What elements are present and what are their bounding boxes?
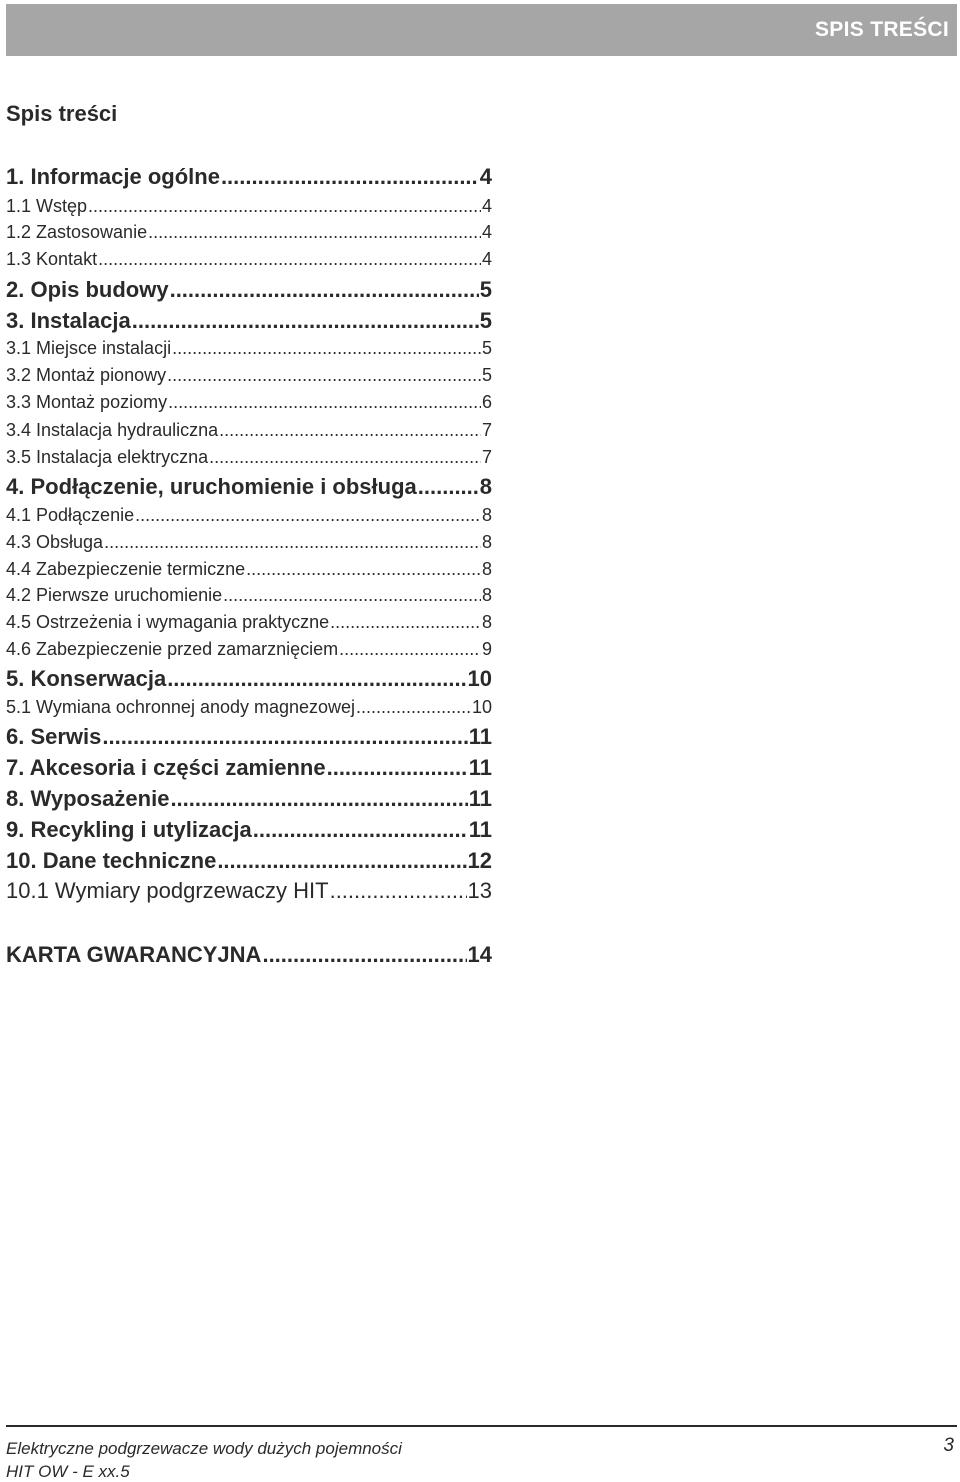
toc-entry-label: 1.3 Kontakt bbox=[6, 249, 98, 269]
toc-leader-dots bbox=[339, 639, 481, 660]
toc-leader-dots bbox=[330, 612, 481, 633]
toc-entry[interactable] bbox=[6, 392, 492, 413]
toc-entry[interactable] bbox=[6, 817, 492, 843]
toc-entry[interactable] bbox=[6, 612, 492, 633]
toc-entry-label: 4.6 Zabezpieczenie przed zamarznięciem bbox=[6, 639, 339, 659]
toc-leader-dots bbox=[148, 222, 481, 243]
toc-leader-dots bbox=[135, 505, 481, 526]
toc-entry-label: KARTA GWARANCYJNA bbox=[6, 942, 262, 967]
toc-entry[interactable] bbox=[6, 878, 492, 904]
toc-entry-label: 3. Instalacja bbox=[6, 308, 131, 333]
page-number: 3 bbox=[943, 1435, 954, 1456]
toc-entry-page: 6 bbox=[481, 392, 492, 412]
toc-entry-page: 7 bbox=[481, 447, 492, 467]
toc-leader-dots bbox=[262, 942, 466, 968]
footer-document-title: Elektryczne podgrzewacze wody dużych pojemności bbox=[6, 1439, 402, 1458]
toc-entry[interactable] bbox=[6, 338, 492, 359]
toc-leader-dots bbox=[170, 277, 479, 303]
toc-entry-page: 11 bbox=[468, 724, 492, 749]
toc-entry-label: 4.2 Pierwsze uruchomienie bbox=[6, 585, 223, 605]
toc-entry[interactable] bbox=[6, 755, 492, 781]
toc-entry[interactable] bbox=[6, 249, 492, 270]
toc-entry-label: 3.5 Instalacja elektryczna bbox=[6, 447, 209, 467]
toc-entry[interactable] bbox=[6, 585, 492, 606]
toc-entry-page: 13 bbox=[467, 878, 492, 903]
toc-entry-page: 8 bbox=[481, 612, 492, 632]
toc-entry-page: 4 bbox=[481, 196, 492, 216]
toc-entry-label: 7. Akcesoria i części zamienne bbox=[6, 755, 326, 780]
toc-entry[interactable] bbox=[6, 447, 492, 468]
toc-entry-label: 3.1 Miejsce instalacji bbox=[6, 338, 172, 358]
toc-leader-dots bbox=[219, 420, 481, 441]
toc-entry-page: 11 bbox=[468, 786, 492, 811]
toc-entry[interactable] bbox=[6, 277, 492, 303]
page-title: Spis treści bbox=[6, 101, 118, 126]
toc-entry-label: 5.1 Wymiana ochronnej anody magnezowej bbox=[6, 697, 356, 717]
footer-divider bbox=[6, 1425, 957, 1427]
toc-entry-label: 6. Serwis bbox=[6, 724, 102, 749]
toc-entry-page: 5 bbox=[481, 338, 492, 358]
toc-entry-label: 2. Opis budowy bbox=[6, 277, 169, 302]
toc-entry-label: 4.3 Obsługa bbox=[6, 532, 104, 552]
toc-leader-dots bbox=[327, 755, 468, 781]
toc-leader-dots bbox=[330, 878, 467, 904]
toc-leader-dots bbox=[167, 666, 466, 692]
toc-leader-dots bbox=[209, 447, 481, 468]
toc-entry[interactable] bbox=[6, 164, 492, 190]
toc-entry-page: 4 bbox=[479, 164, 492, 189]
toc-entry-label: 4.1 Podłączenie bbox=[6, 505, 135, 525]
toc-entry[interactable] bbox=[6, 222, 492, 243]
toc-entry-label: 1. Informacje ogólne bbox=[6, 164, 220, 189]
toc-entry-page: 8 bbox=[479, 474, 492, 499]
toc-entry-label: 4. Podłączenie, uruchomienie i obsługa bbox=[6, 474, 417, 499]
toc-leader-dots bbox=[418, 474, 479, 500]
toc-entry-page: 10 bbox=[471, 697, 492, 717]
toc-entry-label: 9. Recykling i utylizacja bbox=[6, 817, 252, 842]
toc-entry-label: 10.1 Wymiary podgrzewaczy HIT bbox=[6, 878, 329, 903]
toc-leader-dots bbox=[253, 817, 468, 843]
toc-leader-dots bbox=[167, 365, 481, 386]
toc-entry[interactable] bbox=[6, 724, 492, 750]
toc-entry-page: 5 bbox=[479, 308, 492, 333]
toc-leader-dots bbox=[217, 848, 466, 874]
toc-entry-page: 5 bbox=[481, 365, 492, 385]
toc-entry-label: 3.3 Montaż poziomy bbox=[6, 392, 168, 412]
toc-leader-dots bbox=[104, 532, 481, 553]
toc-entry[interactable] bbox=[6, 666, 492, 692]
toc-entry-label: 1.2 Zastosowanie bbox=[6, 222, 148, 242]
toc-leader-dots bbox=[132, 308, 479, 334]
toc-entry-page: 9 bbox=[481, 639, 492, 659]
toc-entry[interactable] bbox=[6, 505, 492, 526]
toc-entry[interactable] bbox=[6, 420, 492, 441]
toc-entry[interactable] bbox=[6, 196, 492, 217]
toc-leader-dots bbox=[246, 559, 481, 580]
toc-leader-dots bbox=[168, 392, 481, 413]
toc-entry-page: 10 bbox=[467, 666, 492, 691]
toc-entry[interactable] bbox=[6, 697, 492, 718]
toc-entry-label: 3.2 Montaż pionowy bbox=[6, 365, 167, 385]
toc-leader-dots bbox=[172, 338, 481, 359]
toc-entry-page: 8 bbox=[481, 505, 492, 525]
toc-entry-label: 3.4 Instalacja hydrauliczna bbox=[6, 420, 219, 440]
toc-entry-page: 7 bbox=[481, 420, 492, 440]
toc-entry-page: 4 bbox=[481, 249, 492, 269]
toc-leader-dots bbox=[170, 786, 467, 812]
toc-leader-dots bbox=[223, 585, 481, 606]
toc-entry-page: 8 bbox=[481, 585, 492, 605]
footer-model-code: HIT OW - E xx.5 bbox=[6, 1462, 130, 1481]
toc-leader-dots bbox=[102, 724, 467, 750]
toc-entry[interactable] bbox=[6, 532, 492, 553]
toc-entry-label: 4.4 Zabezpieczenie termiczne bbox=[6, 559, 246, 579]
toc-entry-label: 5. Konserwacja bbox=[6, 666, 167, 691]
toc-entry-page: 12 bbox=[467, 848, 492, 873]
section-header-bar bbox=[6, 4, 957, 56]
toc-entry[interactable] bbox=[6, 639, 492, 660]
toc-entry[interactable] bbox=[6, 786, 492, 812]
toc-entry-page: 8 bbox=[481, 532, 492, 552]
toc-leader-dots bbox=[98, 249, 481, 270]
toc-entry-page: 4 bbox=[481, 222, 492, 242]
toc-leader-dots bbox=[221, 164, 479, 190]
toc-entry-page: 11 bbox=[468, 755, 492, 780]
toc-leader-dots bbox=[88, 196, 481, 217]
toc-entry-label: 10. Dane techniczne bbox=[6, 848, 217, 873]
toc-entry-label: 1.1 Wstęp bbox=[6, 196, 88, 216]
toc-entry-warranty[interactable] bbox=[6, 942, 492, 968]
toc-entry-label: 8. Wyposażenie bbox=[6, 786, 170, 811]
toc-entry-label: 4.5 Ostrzeżenia i wymagania praktyczne bbox=[6, 612, 330, 632]
toc-entry-page: 14 bbox=[467, 942, 492, 967]
toc-leader-dots bbox=[356, 697, 471, 718]
toc-entry-page: 11 bbox=[468, 817, 492, 842]
toc-entry[interactable] bbox=[6, 474, 492, 500]
section-title: SPIS TREŚCI bbox=[815, 18, 949, 41]
toc-entry[interactable] bbox=[6, 365, 492, 386]
toc-entry[interactable] bbox=[6, 848, 492, 874]
toc-entry[interactable] bbox=[6, 559, 492, 580]
toc-entry-page: 8 bbox=[481, 559, 492, 579]
toc-entry-page: 5 bbox=[479, 277, 492, 302]
toc-entry[interactable] bbox=[6, 308, 492, 334]
